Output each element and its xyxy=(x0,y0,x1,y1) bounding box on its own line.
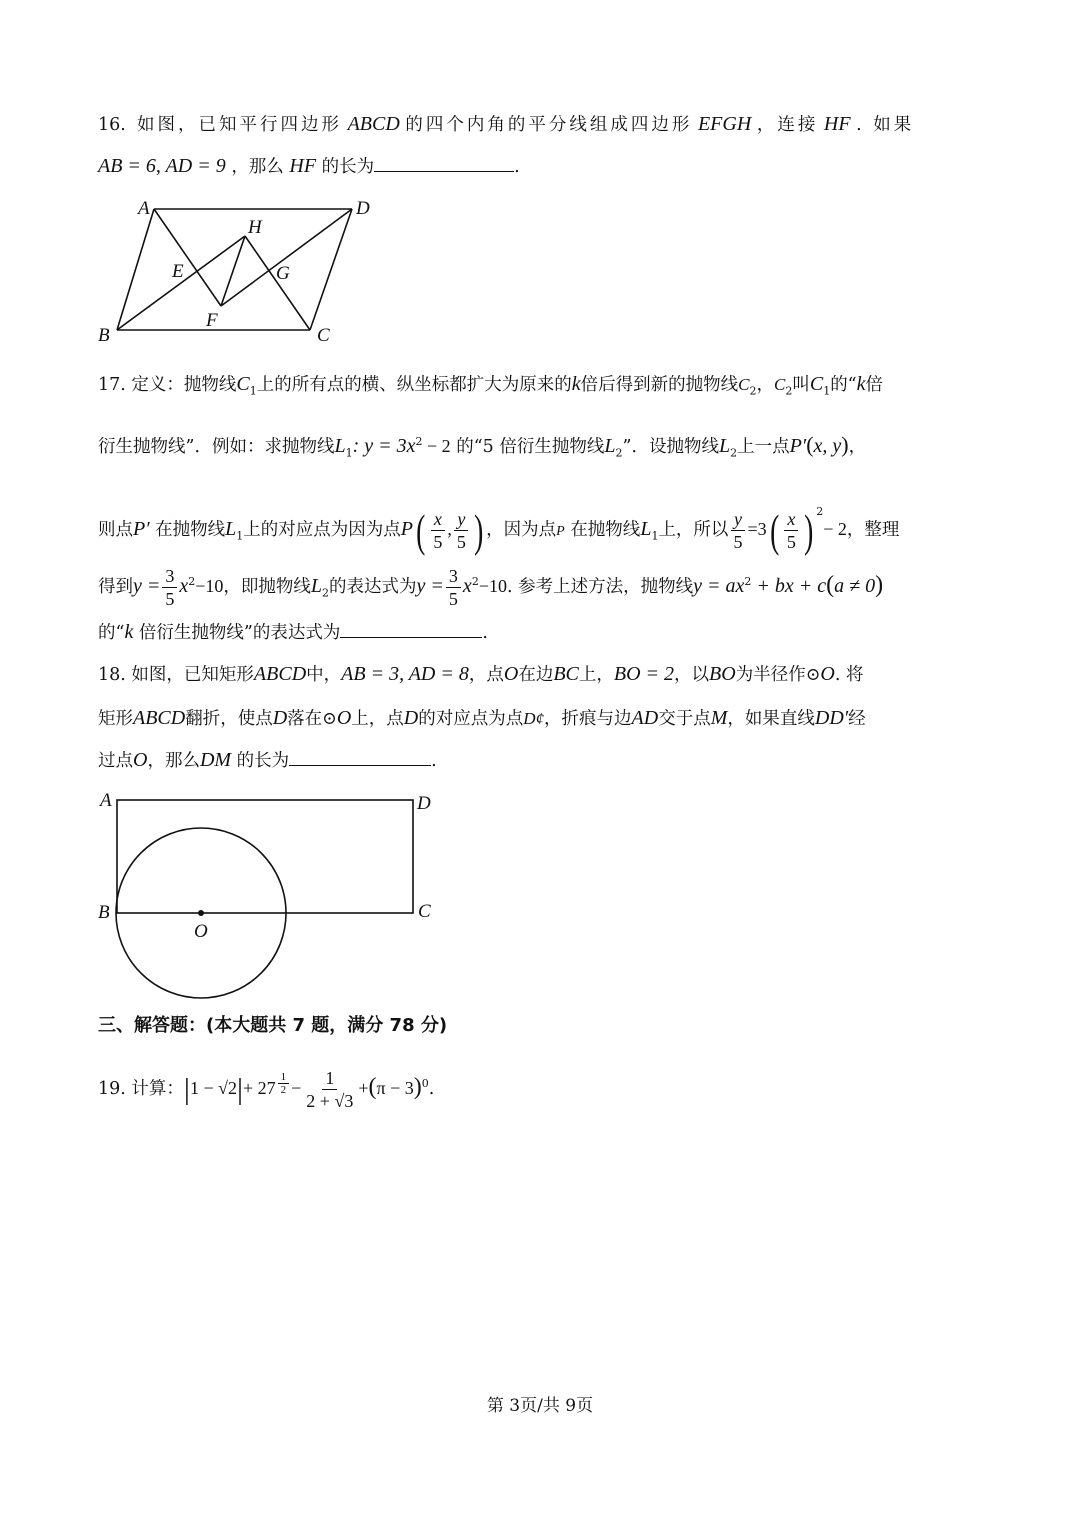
label-c: C xyxy=(418,901,431,922)
q17-line-3: 则点P′ 在抛物线$L_1$上的对应点为因为点P( $\frac{x}{5}$ , $\frac{y}{5}$ ) ，因为点P 在抛物线$L_1$上，所以 $\frac{y}{5}$ =3( $\frac{x}{5}$ ) $^2$− 2，整理 xyxy=(98,504,900,556)
q16-figure xyxy=(90,190,390,350)
label-o: O xyxy=(194,921,208,942)
bisector-d xyxy=(221,209,352,306)
q17-line-5: 的“k 倍衍生抛物线”的表达式为 . xyxy=(98,621,488,643)
q18-line-1: 18. 如图，已知矩形ABCD中，AB = 3, AD = 8，点O在边BC上，BO = 2，以BO为半径作⊙O. 将 xyxy=(98,663,864,685)
answer-blank-17[interactable] xyxy=(340,621,482,638)
frac-35: $\frac{3}{5}$ xyxy=(162,565,177,610)
label-f: F xyxy=(206,310,218,331)
answer-blank-16[interactable] xyxy=(374,155,514,172)
q18-figure xyxy=(90,785,450,1005)
q19-line: 19. 计算：|1 − √2|+ 27 $\frac{1}{2}$ − $\frac{1}{2 + √3}$ $+(\pi - 3)^0$. xyxy=(98,1067,435,1111)
q16-line-1: 16. 如图，已知平行四边形 ABCD 的四个内角的平分线组成四边形 EFGH ，连接 HF . 如果 xyxy=(98,113,915,135)
side-dc xyxy=(310,209,352,330)
frac-x5b: $\frac{x}{5}$ xyxy=(784,508,799,553)
bisector-a xyxy=(154,209,221,306)
label-a: A xyxy=(138,198,150,219)
q18-line-2: 矩形ABCD翻折，使点D落在⊙O上，点D的对应点为点D¢，折痕与边AD交于点M，如果直线DD′经 xyxy=(98,707,866,729)
q17-line-4: 得到y = $\frac{3}{5}$ $x^2-10$，即抛物线$L_2$的表达式为y = $\frac{3}{5}$ $x^2-10$. 参考上述方法，抛物线$y = ax^2$ + bx + c(a ≠ 0) xyxy=(98,565,884,609)
segment-hf xyxy=(221,236,245,306)
side-ba xyxy=(117,209,154,330)
exponent-half: $\frac{1}{2}$ xyxy=(278,1071,290,1096)
label-d: D xyxy=(417,793,431,814)
label-b: B xyxy=(98,902,110,923)
frac-1-over: $\frac{1}{2 + √3}$ xyxy=(306,1067,354,1111)
q18-line-3: 过点O，那么DM 的长为 . xyxy=(98,749,437,771)
label-h: H xyxy=(248,217,262,238)
q17-line-2: 衍生抛物线”．例如：求抛物线$L_1$: $y = 3x^2 - 2$ 的“5 倍衍生抛物线$L_2$”．设抛物线$L_2$上一点P′(x, y)， xyxy=(98,431,867,460)
label-a: A xyxy=(100,790,112,811)
label-c: C xyxy=(317,325,330,346)
page-footer: 第 3页/共 9页 xyxy=(486,1396,594,1416)
label-e: E xyxy=(172,261,184,282)
section-3-heading: 三、解答题：(本大题共 7 题，满分 78 分) xyxy=(98,1015,448,1036)
frac-y5b: $\frac{y}{5}$ xyxy=(730,508,745,553)
label-b: B xyxy=(98,325,110,346)
q17-line-1: 17. 定义：抛物线$C_1$上的所有点的横、纵坐标都扩大为原来的k倍后得到新的抛物线$C_2$，$C_2$叫$C_1$的“k倍 xyxy=(98,373,884,398)
label-d: D xyxy=(356,198,370,219)
center-point-o xyxy=(198,910,204,916)
label-g: G xyxy=(276,263,290,284)
frac-35b: $\frac{3}{5}$ xyxy=(446,565,461,610)
frac-x5: $\frac{x}{5}$ xyxy=(430,508,445,553)
answer-blank-18[interactable] xyxy=(289,749,431,766)
frac-y5: $\frac{y}{5}$ xyxy=(454,508,469,553)
q16-line-2: AB = 6, AD = 9 ，那么 HF 的长为 . xyxy=(98,155,520,177)
bisector-b xyxy=(117,236,245,330)
